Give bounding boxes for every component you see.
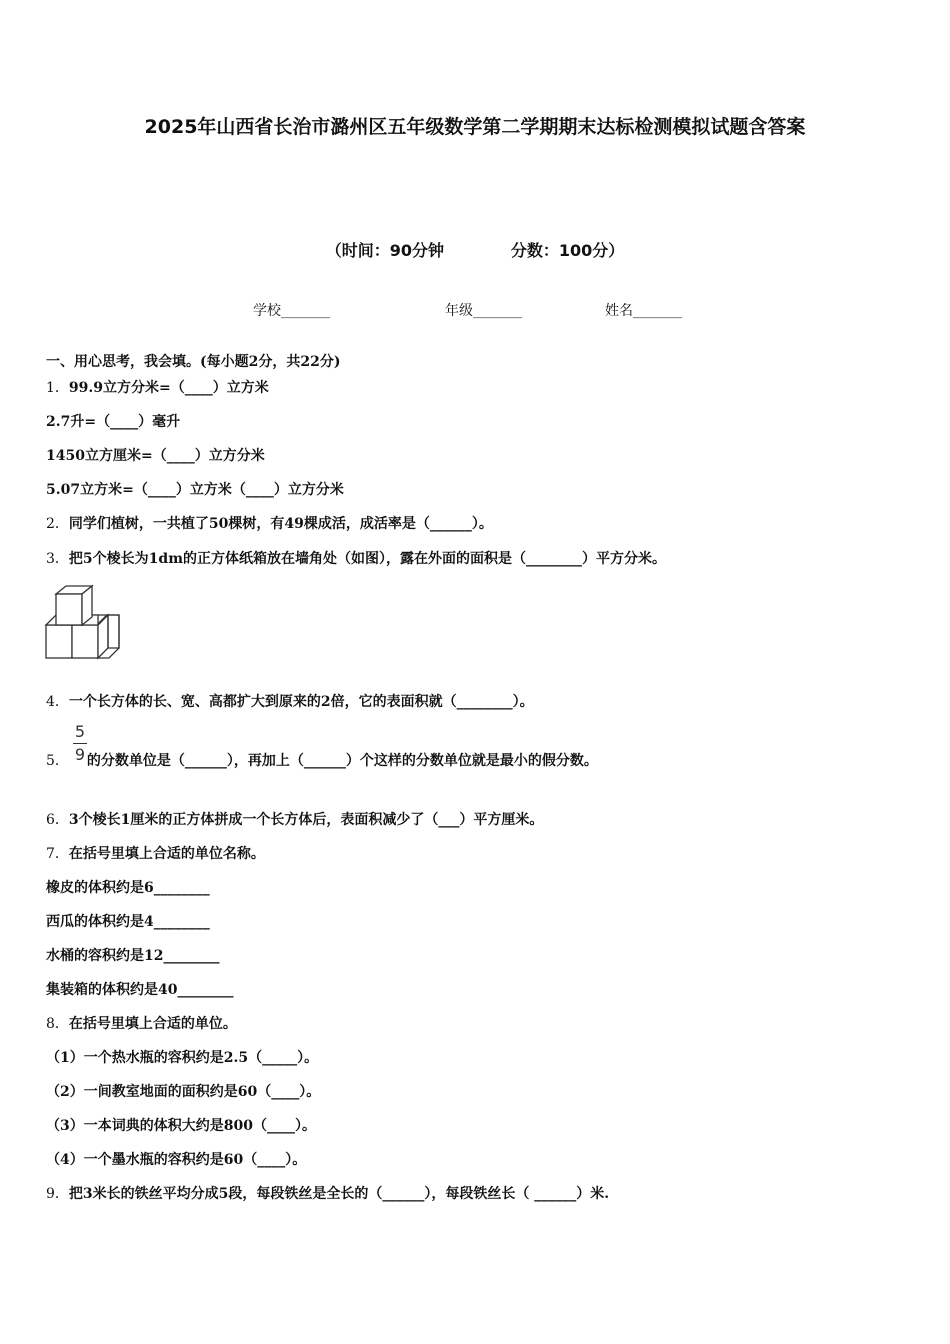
question-7-line-4: 集装箱的体积约是40________ — [46, 982, 234, 998]
question-8 — [46, 1013, 237, 1033]
question-7-line-2: 西瓜的体积约是4________ — [46, 914, 210, 930]
question-9 — [46, 1183, 609, 1203]
question-5 — [46, 750, 598, 770]
question-8-text: 在括号里填上合适的单位。 — [68, 1016, 237, 1032]
question-4-text: 一个长方体的长、宽、高都扩大到原来的2倍，它的表面积就（________）。 — [68, 694, 534, 710]
question-8-line-4: （4）一个墨水瓶的容积约是60（____）。 — [46, 1152, 307, 1168]
question-7-text: 在括号里填上合适的单位名称。 — [68, 846, 265, 862]
question-number: 7． — [46, 846, 69, 862]
question-1-line-4: 5.07立方米=（____）立方米（____）立方分米 — [46, 482, 344, 498]
question-7-line-3: 水桶的容积约是12________ — [46, 948, 220, 964]
cubes-figure — [44, 584, 124, 664]
page-title: 2025年山西省长治市潞州区五年级数学第二学期期末达标检测模拟试题含答案 — [144, 116, 806, 138]
question-2-text: 同学们植树，一共植了50棵树，有49棵成活，成活率是（______）。 — [68, 516, 493, 532]
question-8-line-2: （2）一间教室地面的面积约是60（____）。 — [46, 1084, 321, 1100]
question-8-line-3: （3）一本词典的体积大约是800（____）。 — [46, 1118, 316, 1134]
question-1-line-2: 2.7升=（____）毫升 — [46, 414, 181, 430]
section-heading: 一、用心思考，我会填。(每小题2分，共22分) — [46, 354, 341, 370]
fraction-denominator: 9 — [74, 745, 86, 764]
question-number: 8． — [46, 1016, 69, 1032]
question-9-text: 把3米长的铁丝平均分成5段，每段铁丝是全长的（______），每段铁丝长（ ______）米. — [68, 1186, 610, 1202]
question-1-line-1: 99.9立方分米=（____）立方米 — [68, 380, 269, 396]
question-3-text: 把5个棱长为1dm的正方体纸箱放在墙角处（如图），露在外面的面积是（________）平方分米。 — [68, 551, 667, 567]
question-6-text: 3个棱长1厘米的正方体拼成一个长方体后，表面积减少了（___）平方厘米。 — [68, 812, 544, 828]
question-6 — [46, 809, 543, 829]
fraction-numerator: 5 — [74, 722, 86, 741]
question-1 — [46, 377, 269, 397]
question-4 — [46, 691, 534, 711]
question-number: 3． — [46, 551, 69, 567]
exam-time-score: （时间：90分钟 分数：100分） — [325, 241, 625, 260]
question-number: 6． — [46, 812, 69, 828]
grade-field: 年级_______ — [445, 303, 522, 319]
question-1-line-3: 1450立方厘米=（____）立方分米 — [46, 448, 265, 464]
question-7 — [46, 843, 265, 863]
school-field: 学校_______ — [253, 303, 330, 319]
question-7-line-1: 橡皮的体积约是6________ — [46, 880, 210, 896]
question-number: 9． — [46, 1186, 69, 1202]
question-number: 4． — [46, 694, 69, 710]
fraction-bar — [73, 743, 87, 744]
question-number: 2． — [46, 516, 69, 532]
question-5-text: 的分数单位是（______），再加上（______）个这样的分数单位就是最小的假分数。 — [86, 753, 598, 769]
question-3 — [46, 548, 666, 568]
question-number: 1． — [46, 380, 69, 396]
question-8-line-1: （1）一个热水瓶的容积约是2.5（_____）。 — [46, 1050, 319, 1066]
question-2 — [46, 513, 493, 533]
question-number: 5． — [46, 753, 69, 769]
name-field: 姓名_______ — [605, 303, 682, 319]
